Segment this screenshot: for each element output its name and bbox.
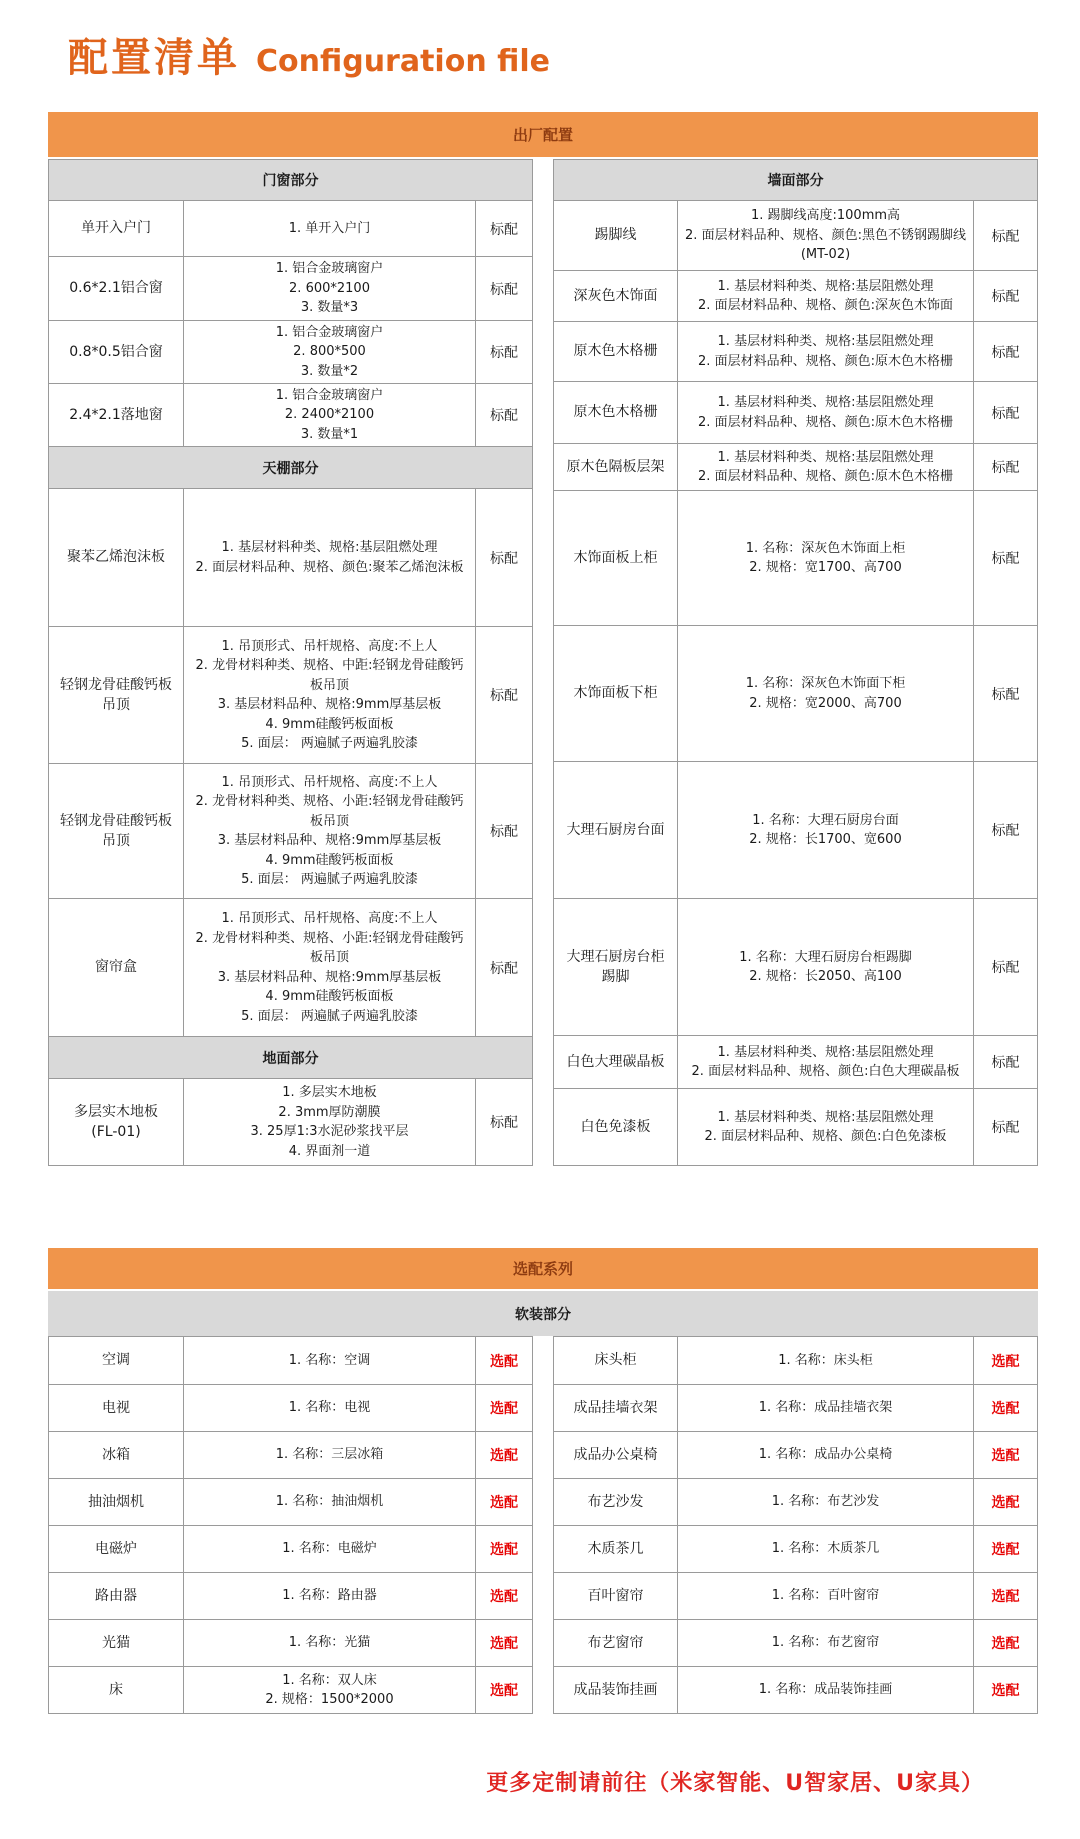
item-spec-cell bbox=[184, 1337, 476, 1384]
item-spec-cell bbox=[678, 1385, 974, 1431]
item-spec-cell-line: 1. 名称：光猫 bbox=[288, 1635, 371, 1651]
item-name-cell-line: 百叶窗帘 bbox=[587, 1587, 644, 1604]
section-header: 门窗部分 bbox=[49, 160, 532, 200]
page-title-en: Configuration file bbox=[256, 44, 550, 79]
item-spec-cell bbox=[184, 1385, 476, 1431]
optional-flag: 选配 bbox=[991, 1542, 1020, 1558]
item-spec-cell bbox=[678, 201, 974, 270]
item-name-cell bbox=[554, 626, 678, 761]
item-name-cell-line: 空调 bbox=[102, 1352, 130, 1369]
item-spec-cell-line: 1. 名称：布艺窗帘 bbox=[771, 1635, 880, 1651]
item-spec-cell bbox=[678, 444, 974, 490]
item-name-cell-line: 电磁炉 bbox=[95, 1540, 137, 1557]
page-title-zh: 配置清单 bbox=[68, 35, 240, 81]
optional-flag: 选配 bbox=[490, 1636, 518, 1652]
item-spec-cell-line: 1. 名称：大理石厨房台柜踢脚 bbox=[739, 949, 912, 965]
item-spec-cell-line: 5. 面层： 两遍腻子两遍乳胶漆 bbox=[241, 736, 418, 751]
item-spec-cell-line: 2. 面层材料品种、规格、颜色:原木色木格栅 bbox=[698, 414, 953, 430]
item-spec-cell-line: 1. 铝合金玻璃窗户 bbox=[275, 261, 384, 277]
item-name-cell bbox=[49, 1432, 184, 1478]
item-spec-cell-line: 1. 名称：空调 bbox=[288, 1352, 371, 1368]
item-name-cell-line: 单开入户门 bbox=[81, 220, 151, 237]
standard-flag: 标配 bbox=[991, 228, 1020, 245]
standard-flag: 标配 bbox=[490, 221, 518, 238]
item-name-cell-line: 0.8*0.5铝合窗 bbox=[69, 343, 163, 360]
optional-flag: 选配 bbox=[490, 1683, 518, 1699]
item-spec-cell bbox=[184, 764, 476, 898]
factory-right-half bbox=[553, 159, 1038, 1166]
item-spec-cell-line: 1. 名称：电视 bbox=[288, 1400, 371, 1416]
item-name-cell-line: 路由器 bbox=[95, 1587, 137, 1604]
optional-flag: 选配 bbox=[991, 1636, 1020, 1652]
standard-flag: 标配 bbox=[490, 550, 518, 567]
section-header: 地面部分 bbox=[49, 1036, 532, 1078]
item-name-cell-line: 布艺窗帘 bbox=[587, 1634, 644, 1651]
config-row bbox=[554, 1619, 1037, 1666]
optional-flag: 选配 bbox=[490, 1448, 518, 1464]
item-name-cell-line: 成品挂墙衣架 bbox=[573, 1399, 658, 1416]
item-spec-cell bbox=[184, 1667, 476, 1713]
item-spec-cell-line: 1. 名称：床头柜 bbox=[778, 1352, 873, 1368]
item-spec-cell-line: 1. 吊顶形式、吊杆规格、高度:不上人 bbox=[221, 638, 438, 654]
item-name-cell-line: 2.4*2.1落地窗 bbox=[69, 406, 163, 423]
config-row bbox=[49, 1337, 532, 1384]
config-row bbox=[554, 761, 1037, 898]
item-spec-cell-line: 1. 踢脚线高度:100mm高 bbox=[750, 208, 901, 224]
item-name-cell bbox=[554, 271, 678, 321]
item-spec-cell-line: 1. 基层材料种类、规格:基层阻燃处理 bbox=[221, 540, 438, 555]
item-spec-cell-line: 3. 25厚1:3水泥砂浆找平层 bbox=[250, 1124, 409, 1139]
item-spec-cell bbox=[184, 1432, 476, 1478]
item-spec-cell bbox=[184, 627, 476, 763]
item-name-cell bbox=[49, 627, 184, 763]
item-spec-cell bbox=[184, 899, 476, 1036]
config-row bbox=[554, 1337, 1037, 1384]
config-row bbox=[554, 1088, 1037, 1165]
item-spec-cell-line: 1. 吊顶形式、吊杆规格、高度:不上人 bbox=[221, 774, 438, 790]
config-row bbox=[49, 1572, 532, 1619]
item-name-cell bbox=[554, 491, 678, 625]
item-spec-cell-line: 1. 名称：深灰色木饰面下柜 bbox=[745, 676, 906, 691]
item-spec-cell-line: 1. 名称：深灰色木饰面上柜 bbox=[745, 540, 906, 556]
item-name-cell bbox=[49, 1526, 184, 1572]
standard-flag: 标配 bbox=[991, 460, 1020, 476]
item-name-cell-line: 抽油烟机 bbox=[88, 1493, 144, 1510]
item-spec-cell-line: 2. 2400*2100 bbox=[284, 407, 375, 423]
item-spec-cell-line: 5. 面层： 两遍腻子两遍乳胶漆 bbox=[241, 872, 418, 887]
item-spec-cell-line: 2. 面层材料品种、规格、颜色:黑色不锈钢踢脚线(MT-02) bbox=[685, 227, 966, 263]
item-name-cell-line: 床头柜 bbox=[594, 1352, 637, 1369]
item-name-cell bbox=[554, 201, 678, 270]
item-name-cell-line: 成品办公桌椅 bbox=[573, 1446, 658, 1463]
item-name-cell bbox=[49, 1620, 184, 1666]
item-spec-cell-line: 1. 铝合金玻璃窗户 bbox=[275, 324, 384, 340]
item-spec-cell bbox=[678, 1432, 974, 1478]
item-spec-cell bbox=[184, 201, 476, 256]
item-spec-cell-line: 3. 数量*3 bbox=[300, 300, 359, 316]
config-row bbox=[49, 1525, 532, 1572]
config-row bbox=[49, 1478, 532, 1525]
optional-flag: 选配 bbox=[490, 1495, 518, 1511]
item-name-cell bbox=[554, 1620, 678, 1666]
item-name-cell bbox=[554, 1385, 678, 1431]
item-spec-cell-line: 4. 界面剂一道 bbox=[288, 1143, 371, 1159]
standard-flag: 标配 bbox=[991, 289, 1020, 305]
item-name-cell bbox=[554, 382, 678, 443]
item-name-cell-line: 木质茶几 bbox=[587, 1540, 644, 1557]
item-spec-cell bbox=[678, 762, 974, 898]
item-name-cell-line: 光猫 bbox=[102, 1634, 130, 1651]
item-name-cell-line: 床 bbox=[109, 1681, 123, 1698]
config-row bbox=[49, 488, 532, 626]
item-spec-cell bbox=[678, 322, 974, 381]
item-name-cell-line: 原木色木格栅 bbox=[573, 343, 658, 360]
optional-flag: 选配 bbox=[490, 1589, 518, 1605]
footer-note: 更多定制请前往（米家智能、U智家居、U家具） bbox=[486, 1771, 984, 1796]
config-row bbox=[554, 1035, 1037, 1088]
item-spec-cell bbox=[678, 1573, 974, 1619]
standard-flag: 标配 bbox=[991, 823, 1020, 839]
item-spec-cell-line: 1. 单开入户门 bbox=[288, 220, 371, 236]
factory-table-header: 出厂配置 bbox=[48, 112, 1038, 157]
standard-flag: 标配 bbox=[490, 688, 518, 704]
item-name-cell bbox=[554, 1036, 678, 1088]
item-spec-cell bbox=[678, 1479, 974, 1525]
config-row bbox=[49, 383, 532, 446]
item-name-cell bbox=[49, 384, 184, 446]
item-name-cell-line: 轻钢龙骨硅酸钙板吊顶 bbox=[60, 676, 172, 713]
item-name-cell bbox=[554, 1526, 678, 1572]
item-name-cell-line: 木饰面板下柜 bbox=[573, 685, 658, 702]
item-spec-cell-line: 2. 面层材料品种、规格、颜色:白色免漆板 bbox=[704, 1129, 947, 1144]
item-spec-cell-line: 2. 800*500 bbox=[293, 344, 366, 360]
item-name-cell bbox=[49, 1337, 184, 1384]
item-spec-cell bbox=[184, 321, 476, 383]
item-spec-cell-line: 4. 9mm硅酸钙板面板 bbox=[265, 989, 394, 1004]
item-spec-cell bbox=[678, 626, 974, 761]
item-name-cell bbox=[554, 1667, 678, 1713]
item-spec-cell-line: 1. 基层材料种类、规格:基层阻燃处理 bbox=[717, 449, 934, 465]
item-name-cell-line: 多层实木地板 bbox=[74, 1103, 158, 1120]
config-row bbox=[49, 763, 532, 898]
config-row bbox=[554, 1478, 1037, 1525]
item-spec-cell-line: 1. 名称：双人床 bbox=[282, 1672, 377, 1688]
item-spec-cell-line: 1. 名称：三层冰箱 bbox=[275, 1447, 384, 1463]
page-title bbox=[68, 26, 550, 83]
item-spec-cell-line: 2. 面层材料品种、规格、颜色:白色大理碳晶板 bbox=[691, 1064, 960, 1079]
item-name-cell bbox=[554, 1337, 678, 1384]
optional-flag: 选配 bbox=[991, 1448, 1020, 1464]
item-spec-cell bbox=[678, 1337, 974, 1384]
item-spec-cell-line: 1. 基层材料种类、规格:基层阻燃处理 bbox=[717, 334, 934, 349]
item-spec-cell-line: 2. 规格：宽2000、高700 bbox=[749, 695, 902, 711]
section-header: 墙面部分 bbox=[554, 160, 1037, 200]
item-name-cell bbox=[49, 1479, 184, 1525]
item-spec-cell-line: 2. 面层材料品种、规格、颜色:原木色木格栅 bbox=[698, 469, 953, 484]
item-name-cell-line: 布艺沙发 bbox=[587, 1493, 644, 1510]
item-name-cell bbox=[49, 1573, 184, 1619]
config-row bbox=[554, 1572, 1037, 1619]
item-name-cell bbox=[49, 257, 184, 320]
item-spec-cell-line: 1. 名称：大理石厨房台面 bbox=[752, 812, 899, 828]
item-name-cell-line: 轻钢龙骨硅酸钙板吊顶 bbox=[60, 812, 172, 849]
optional-flag: 选配 bbox=[991, 1589, 1020, 1605]
standard-flag: 标配 bbox=[991, 405, 1020, 422]
item-spec-cell-line: 2. 面层材料品种、规格、颜色:深灰色木饰面 bbox=[698, 298, 953, 313]
standard-flag: 标配 bbox=[991, 960, 1020, 976]
item-name-cell bbox=[49, 764, 184, 898]
item-spec-cell-line: 5. 面层： 两遍腻子两遍乳胶漆 bbox=[241, 1008, 418, 1024]
item-spec-cell bbox=[184, 1573, 476, 1619]
optional-flag: 选配 bbox=[490, 1401, 518, 1417]
item-spec-cell-line: 1. 吊顶形式、吊杆规格、高度:不上人 bbox=[221, 911, 438, 926]
optional-flag: 选配 bbox=[991, 1353, 1020, 1370]
item-name-cell-line: 原木色隔板层架 bbox=[566, 458, 665, 475]
item-spec-cell-line: 3. 数量*2 bbox=[300, 363, 359, 379]
item-name-cell-line: 白色大理碳晶板 bbox=[566, 1053, 665, 1070]
item-spec-cell-line: 1. 名称：百叶窗帘 bbox=[771, 1588, 880, 1604]
standard-flag: 标配 bbox=[490, 1115, 518, 1131]
item-name-cell-line: 聚苯乙烯泡沫板 bbox=[67, 549, 165, 566]
optional-table-header: 选配系列 bbox=[48, 1248, 1038, 1289]
item-name-cell-line: 电视 bbox=[102, 1399, 130, 1416]
item-spec-cell bbox=[678, 271, 974, 321]
item-spec-cell bbox=[678, 491, 974, 625]
standard-flag: 标配 bbox=[490, 960, 518, 977]
item-spec-cell-line: 2. 龙骨材料种类、规格、中距:轻钢龙骨硅酸钙板吊顶 bbox=[195, 658, 464, 693]
item-spec-cell bbox=[184, 1526, 476, 1572]
item-name-cell-line: 0.6*2.1铝合窗 bbox=[69, 280, 163, 297]
item-name-cell bbox=[554, 322, 678, 381]
item-name-cell bbox=[49, 489, 184, 626]
item-name-cell bbox=[49, 201, 184, 256]
item-spec-cell-line: 1. 多层实木地板 bbox=[282, 1085, 377, 1100]
standard-flag: 标配 bbox=[991, 686, 1020, 703]
item-spec-cell-line: 4. 9mm硅酸钙板面板 bbox=[265, 852, 394, 868]
item-spec-cell bbox=[678, 1667, 974, 1713]
optional-left-half bbox=[48, 1336, 533, 1714]
optional-flag: 选配 bbox=[991, 1401, 1020, 1417]
config-row bbox=[554, 1525, 1037, 1572]
item-name-cell-line: 深灰色木饰面 bbox=[573, 287, 658, 304]
optional-flag: 选配 bbox=[490, 1353, 518, 1370]
item-spec-cell bbox=[678, 899, 974, 1035]
item-spec-cell bbox=[184, 1079, 476, 1165]
item-spec-cell-line: 2. 3mm厚防潮膜 bbox=[278, 1104, 381, 1120]
config-row bbox=[49, 898, 532, 1036]
item-spec-cell bbox=[678, 1089, 974, 1165]
item-spec-cell bbox=[184, 1479, 476, 1525]
item-spec-cell-line: 3. 数量*1 bbox=[300, 426, 359, 442]
config-row bbox=[49, 320, 532, 383]
standard-flag: 标配 bbox=[490, 408, 518, 424]
item-spec-cell-line: 1. 名称：抽油烟机 bbox=[275, 1494, 384, 1510]
config-row bbox=[554, 443, 1037, 490]
item-spec-cell-line: 1. 名称：成品装饰挂画 bbox=[758, 1682, 893, 1698]
item-name-cell-line: 大理石厨房台柜踢脚 bbox=[566, 948, 665, 985]
item-spec-cell-line: 2. 规格：长2050、高100 bbox=[749, 969, 902, 984]
item-spec-cell-line: 2. 规格：宽1700、高700 bbox=[749, 560, 902, 575]
item-name-cell-line: 成品装饰挂画 bbox=[573, 1681, 658, 1698]
config-row bbox=[49, 626, 532, 763]
optional-table-body bbox=[48, 1336, 1038, 1714]
factory-left-half bbox=[48, 159, 533, 1166]
config-row bbox=[49, 1384, 532, 1431]
item-spec-cell-line: 1. 名称：成品挂墙衣架 bbox=[758, 1400, 893, 1416]
item-spec-cell bbox=[678, 1620, 974, 1666]
item-spec-cell-line: 1. 名称：电磁炉 bbox=[282, 1541, 377, 1557]
section-header: 天棚部分 bbox=[49, 446, 532, 488]
item-name-cell-line: (FL-01) bbox=[91, 1124, 141, 1140]
item-spec-cell-line: 2. 面层材料品种、规格、颜色:聚苯乙烯泡沫板 bbox=[195, 559, 464, 575]
factory-config-table bbox=[48, 112, 1038, 1166]
optional-series-table bbox=[48, 1248, 1038, 1714]
item-spec-cell-line: 1. 名称：成品办公桌椅 bbox=[758, 1447, 893, 1463]
item-spec-cell-line: 2. 规格：1500*2000 bbox=[265, 1692, 394, 1707]
config-row bbox=[49, 1431, 532, 1478]
standard-flag: 标配 bbox=[991, 344, 1020, 361]
optional-flag: 选配 bbox=[991, 1683, 1020, 1699]
item-name-cell bbox=[554, 899, 678, 1035]
standard-flag: 标配 bbox=[490, 824, 518, 840]
item-name-cell bbox=[554, 444, 678, 490]
item-name-cell bbox=[49, 1385, 184, 1431]
item-spec-cell-line: 3. 基层材料品种、规格:9mm厚基层板 bbox=[217, 969, 442, 985]
standard-flag: 标配 bbox=[490, 345, 518, 361]
config-row bbox=[49, 1078, 532, 1165]
config-row bbox=[554, 1384, 1037, 1431]
item-spec-cell-line: 1. 基层材料种类、规格:基层阻燃处理 bbox=[717, 395, 934, 410]
item-name-cell bbox=[554, 1573, 678, 1619]
item-name-cell-line: 原木色木格栅 bbox=[573, 404, 658, 421]
item-spec-cell bbox=[184, 257, 476, 320]
item-spec-cell bbox=[678, 1526, 974, 1572]
config-row bbox=[554, 625, 1037, 761]
item-spec-cell-line: 1. 基层材料种类、规格:基层阻燃处理 bbox=[717, 278, 934, 294]
item-name-cell-line: 踢脚线 bbox=[594, 227, 637, 244]
item-spec-cell bbox=[184, 384, 476, 446]
standard-flag: 标配 bbox=[991, 551, 1020, 567]
standard-flag: 标配 bbox=[490, 281, 518, 298]
item-name-cell-line: 白色免漆板 bbox=[580, 1118, 651, 1135]
item-name-cell-line: 大理石厨房台面 bbox=[566, 821, 665, 838]
item-name-cell-line: 木饰面板上柜 bbox=[573, 549, 658, 566]
item-name-cell bbox=[49, 1079, 184, 1165]
item-spec-cell-line: 3. 基层材料品种、规格:9mm厚基层板 bbox=[217, 697, 442, 712]
config-row bbox=[49, 256, 532, 320]
item-spec-cell-line: 2. 龙骨材料种类、规格、小距:轻钢龙骨硅酸钙板吊顶 bbox=[195, 930, 464, 965]
item-name-cell-line: 窗帘盒 bbox=[95, 959, 137, 976]
factory-table-body bbox=[48, 159, 1038, 1166]
config-row bbox=[49, 200, 532, 256]
config-row bbox=[554, 200, 1037, 270]
item-name-cell bbox=[49, 899, 184, 1036]
soft-furnishing-section-header: 软装部分 bbox=[48, 1291, 1038, 1336]
optional-flag: 选配 bbox=[991, 1495, 1020, 1511]
item-spec-cell-line: 4. 9mm硅酸钙板面板 bbox=[265, 716, 394, 732]
item-spec-cell-line: 3. 基层材料品种、规格:9mm厚基层板 bbox=[217, 833, 442, 848]
optional-right-half bbox=[553, 1336, 1038, 1714]
item-name-cell-line: 冰箱 bbox=[102, 1446, 130, 1463]
item-spec-cell-line: 1. 基层材料种类、规格:基层阻燃处理 bbox=[717, 1109, 934, 1125]
config-row bbox=[554, 1666, 1037, 1713]
item-name-cell bbox=[554, 762, 678, 898]
item-spec-cell-line: 1. 铝合金玻璃窗户 bbox=[275, 387, 384, 403]
item-spec-cell bbox=[184, 1620, 476, 1666]
config-row bbox=[554, 898, 1037, 1035]
standard-flag: 标配 bbox=[991, 1055, 1020, 1071]
standard-flag: 标配 bbox=[991, 1120, 1020, 1136]
item-spec-cell-line: 2. 规格：长1700、宽600 bbox=[749, 832, 902, 847]
config-row bbox=[554, 490, 1037, 625]
item-spec-cell-line: 1. 名称：木质茶几 bbox=[771, 1541, 880, 1557]
config-row bbox=[49, 1619, 532, 1666]
item-spec-cell-line: 2. 龙骨材料种类、规格、小距:轻钢龙骨硅酸钙板吊顶 bbox=[195, 794, 464, 829]
item-name-cell bbox=[49, 321, 184, 383]
item-name-cell bbox=[554, 1479, 678, 1525]
item-spec-cell bbox=[678, 1036, 974, 1088]
config-row bbox=[554, 321, 1037, 381]
item-spec-cell-line: 1. 名称：布艺沙发 bbox=[771, 1494, 880, 1510]
item-spec-cell-line: 1. 名称：路由器 bbox=[282, 1588, 377, 1604]
config-row bbox=[49, 1666, 532, 1713]
item-spec-cell-line: 1. 基层材料种类、规格:基层阻燃处理 bbox=[717, 1044, 934, 1060]
item-name-cell bbox=[554, 1089, 678, 1165]
config-row bbox=[554, 270, 1037, 321]
item-spec-cell bbox=[678, 382, 974, 443]
optional-flag: 选配 bbox=[490, 1542, 518, 1558]
config-row bbox=[554, 1431, 1037, 1478]
item-name-cell bbox=[49, 1667, 184, 1713]
item-spec-cell-line: 2. 600*2100 bbox=[289, 280, 370, 296]
item-spec-cell-line: 2. 面层材料品种、规格、颜色:原木色木格栅 bbox=[698, 353, 953, 369]
item-name-cell bbox=[554, 1432, 678, 1478]
item-spec-cell bbox=[184, 489, 476, 626]
config-row bbox=[554, 381, 1037, 443]
